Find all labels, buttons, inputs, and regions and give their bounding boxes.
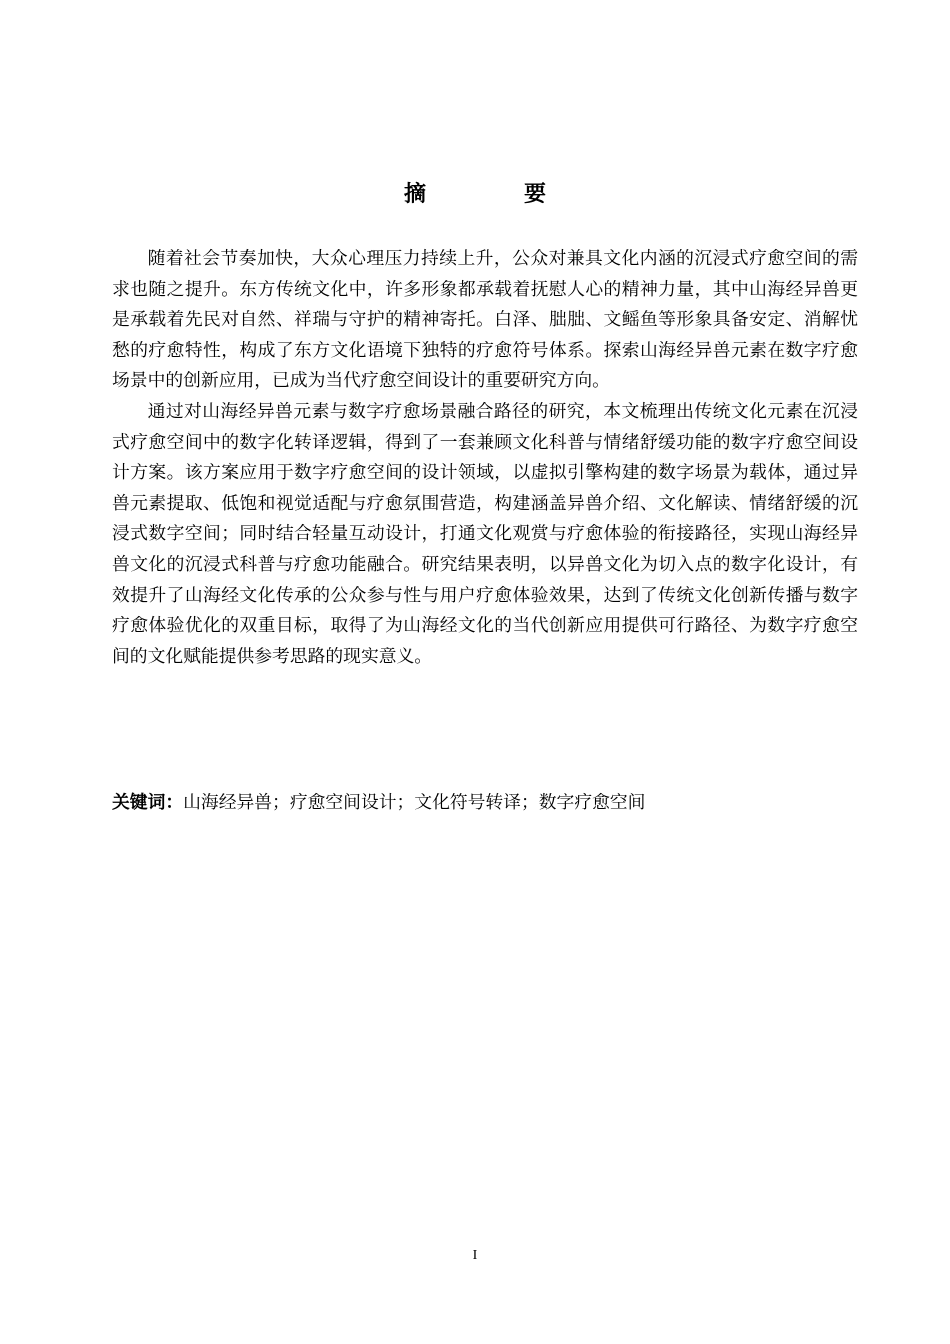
abstract-body bbox=[112, 244, 858, 672]
keywords-label: 关键词： bbox=[112, 792, 184, 813]
keywords-text: 山海经异兽；疗愈空间设计；文化符号转译；数字疗愈空间 bbox=[183, 792, 646, 813]
abstract-paragraph-1: 随着社会节奏加快，大众心理压力持续上升，公众对兼具文化内涵的沉浸式疗愈空间的需求也随之提升。东方传统文化中，许多形象都承载着抚慰人心的精神力量，其中山海经异兽更是承载着先民对自然、祥瑞与守护的精神寄托。白泽、朏朏、文鳐鱼等形象具备安定、消解忧愁的疗愈特性，构成了东方文化语境下独特的疗愈符号体系。探索山海经异兽元素在数字疗愈场景中的创新应用，已成为当代疗愈空间设计的重要研究方向。 bbox=[112, 248, 858, 392]
page-number: I bbox=[472, 1248, 478, 1263]
abstract-title: 摘 要 bbox=[403, 182, 584, 207]
abstract-paragraph-2: 通过对山海经异兽元素与数字疗愈场景融合路径的研究，本文梳理出传统文化元素在沉浸式疗愈空间中的数字化转译逻辑，得到了一套兼顾文化科普与情绪舒缓功能的数字疗愈空间设计方案。该方案应用于数字疗愈空间的设计领域，以虚拟引擎构建的数字场景为载体，通过异兽元素提取、低饱和视觉适配与疗愈氛围营造，构建涵盖异兽介绍、文化解读、情绪舒缓的沉浸式数字空间；同时结合轻量互动设计，打通文化观赏与疗愈体验的衔接路径，实现山海经异兽文化的沉浸式科普与疗愈功能融合。研究结果表明，以异兽文化为切入点的数字化设计，有效提升了山海经文化传承的公众参与性与用户疗愈体验效果，达到了传统文化创新传播与数字疗愈体验优化的双重目标，取得了为山海经文化的当代创新应用提供可行路径、为数字疗愈空间的文化赋能提供参考思路的现实意义。 bbox=[112, 400, 858, 667]
keywords-line bbox=[112, 788, 858, 818]
